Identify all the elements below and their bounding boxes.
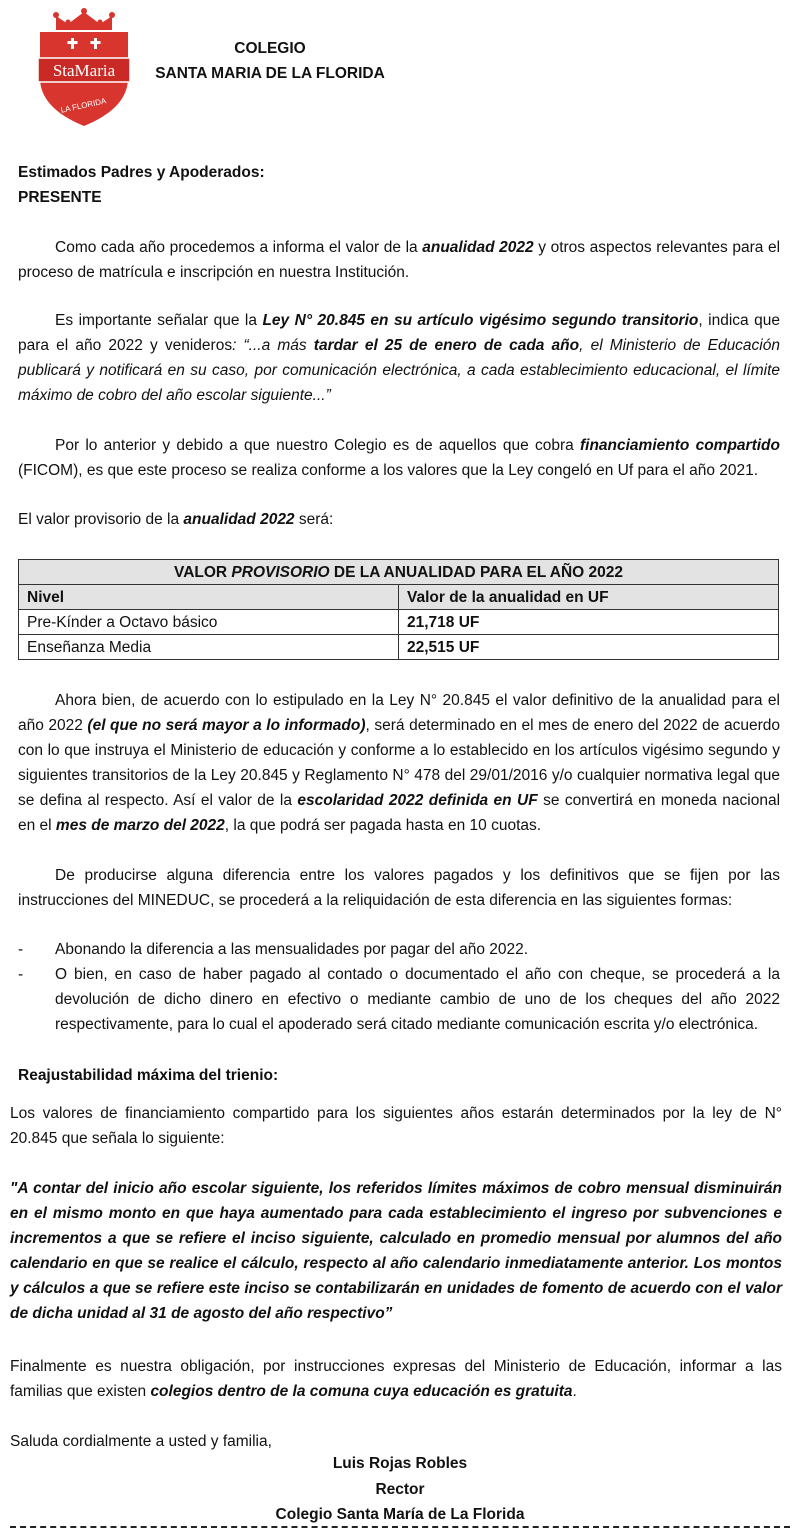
header-line-school-name: SANTA MARIA DE LA FLORIDA bbox=[155, 65, 385, 82]
header-line-colegio: COLEGIO bbox=[234, 40, 306, 57]
cell-nivel: Enseñanza Media bbox=[19, 635, 399, 660]
cell-valor: 22,515 UF bbox=[399, 635, 779, 660]
salutation bbox=[18, 160, 265, 210]
paragraph-intro: Como cada año procedemos a informa el valor de la anualidad 2022 y otros aspectos relevantes para el proceso de matrícula e inscripción en nuestra Institución. bbox=[18, 239, 781, 281]
paragraph-financing-years: Los valores de financiamiento compartido para los siguientes años estarán determinados por la ley de N° 20.845 que señala lo siguiente: bbox=[10, 1105, 782, 1147]
dashed-separator bbox=[10, 1526, 790, 1528]
column-header-valor: Valor de la anualidad en UF bbox=[399, 585, 779, 610]
salutation-presente: PRESENTE bbox=[18, 189, 102, 206]
bullet-text: O bien, en caso de haber pagado al contado o documentado el año con cheque, se procederá a la devolución de dicho dinero en efectivo o mediante cambio de uno de los cheques del año 2022 respectivamente, para lo cual el apoderado será citado mediante comunicación escrita y/o electrónica. bbox=[55, 966, 780, 1033]
table-row bbox=[19, 635, 779, 660]
table-row bbox=[19, 610, 779, 635]
paragraph-provisional-value: El valor provisorio de la anualidad 2022 será: bbox=[18, 511, 334, 528]
school-header bbox=[140, 36, 400, 86]
paragraph-free-schools: Finalmente es nuestra obligación, por instrucciones expresas del Ministerio de Educación, informar a las familias que existen colegios dentro de la comuna cuya educación es gratuita. bbox=[10, 1358, 782, 1400]
bullet-dash: - bbox=[18, 941, 24, 958]
signature-block bbox=[200, 1451, 600, 1528]
cell-nivel: Pre-Kínder a Octavo básico bbox=[19, 610, 399, 635]
bullet-dash: - bbox=[18, 966, 24, 983]
signature-org: Colegio Santa María de La Florida bbox=[275, 1506, 525, 1523]
salutation-line: Estimados Padres y Apoderados: bbox=[18, 164, 265, 181]
logo-wordmark: StaMaria bbox=[52, 61, 116, 80]
school-logo bbox=[34, 8, 134, 128]
paragraph-reliquidation: De producirse alguna diferencia entre los valores pagados y los definitivos que se fijen por las instrucciones del MINEDUC, se procederá a la reliquidación de esta diferencia en las siguientes formas: bbox=[18, 867, 780, 909]
closing-line: Saluda cordialmente a usted y familia, bbox=[10, 1433, 272, 1450]
paragraph-definitive-value: Ahora bien, de acuerdo con lo estipulado en la Ley N° 20.845 el valor definitivo de la anualidad para el año 2022 (el que no será mayor a lo informado), será determinado en el mes de enero del 2022 de acuerdo con lo que instruya el Ministerio de educación y conforme a lo establecido en los artículos vigésimo segundo y siguientes transitorios de la Ley 20.845 y Reglamento N° 478 del 29/01/2016 y/o cualquier normativa legal que se defina al respecto. Así el valor de la escolaridad 2022 definida en UF se convertirá en moneda nacional en el mes de marzo del 2022, la que podrá ser pagada hasta en 10 cuotas. bbox=[18, 692, 781, 834]
signature-role: Rector bbox=[375, 1480, 425, 1498]
paragraph-law: Es importante señalar que la Ley N° 20.845 en su artículo vigésimo segundo transitorio, indica que para el año 2022 y venideros: “...a más tardar el 25 de enero de cada año, el Ministerio de Educación publicará y notificará en su caso, por comunicación electrónica, a cada establecimiento educacional, el límite máximo de cobro del año escolar siguiente...” bbox=[18, 312, 780, 404]
table-title: VALOR PROVISORIO DE LA ANUALIDAD PARA EL AÑO 2022 bbox=[19, 560, 779, 585]
list-item bbox=[18, 962, 780, 1037]
law-quote: "A contar del inicio año escolar siguiente, los referidos límites máximos de cobro mensual disminuirán en el mismo monto en que haya aumentado para cada establecimiento el ingreso por subvenciones e incrementos a que se refiere el inciso siguiente, calculado en promedio mensual por alumnos del año calendario en que se realice el cálculo, respecto al año calendario inmediatamente anterior. Los montos y cálculos a que se refiere este inciso se contabilizarán en unidades de fomento de acuerdo con el valor de dicha unidad al 31 de agosto del año respectivo” bbox=[10, 1180, 782, 1322]
logo-subtext: LA FLORIDA bbox=[59, 96, 108, 115]
bullet-text: Abonando la diferencia a las mensualidades por pagar del año 2022. bbox=[55, 941, 529, 958]
list-item bbox=[18, 937, 780, 962]
annual-fee-table bbox=[18, 559, 779, 660]
paragraph-ficom: Por lo anterior y debido a que nuestro Colegio es de aquellos que cobra financiamiento compartido (FICOM), es que este proceso se realiza conforme a los valores que la Ley congeló en Uf para el año 2021. bbox=[18, 437, 780, 479]
column-header-nivel: Nivel bbox=[19, 585, 399, 610]
cell-valor: 21,718 UF bbox=[399, 610, 779, 635]
signature-name: Luis Rojas Robles bbox=[332, 1455, 468, 1472]
section-title-reajustabilidad: Reajustabilidad máxima del trienio: bbox=[18, 1067, 279, 1084]
